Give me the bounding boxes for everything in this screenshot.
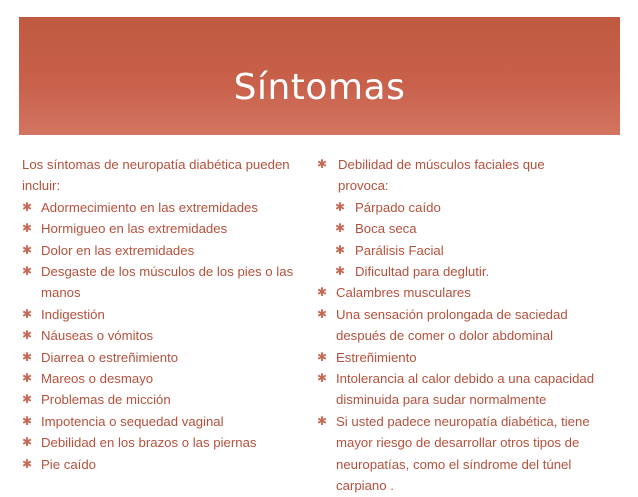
list-item-text: Desgaste de los músculos de los pies o las — [41, 264, 294, 280]
list-item-text: Impotencia o sequedad vaginal — [41, 413, 224, 429]
list-item-text: Parálisis Facial — [355, 242, 444, 258]
list-item-text: después de comer o dolor abdominal — [336, 328, 553, 344]
list-item-text: Pie caído — [41, 456, 96, 472]
bullet-icon: ✱ — [335, 242, 346, 257]
facial-weakness-sublist — [317, 197, 622, 283]
bullet-icon: ✱ — [22, 435, 33, 450]
list-item — [317, 411, 622, 497]
list-item — [22, 347, 322, 368]
list-item-text: Dolor en las extremidades — [41, 242, 195, 258]
slide-title: Síntomas — [233, 67, 406, 108]
bullet-icon: ✱ — [335, 221, 346, 236]
symptom-list-left — [22, 197, 322, 475]
bullet-icon: ✱ — [22, 242, 33, 257]
list-item-text: disminuida para sudar normalmente — [336, 392, 547, 408]
bullet-icon: ✱ — [317, 371, 328, 386]
left-column — [22, 154, 322, 475]
list-item-text: Problemas de micción — [41, 392, 171, 408]
list-item — [22, 197, 322, 218]
list-item-text: Intolerancia al calor debido a una capacidad — [336, 371, 595, 387]
list-item — [22, 389, 322, 410]
bullet-icon: ✱ — [22, 306, 33, 321]
list-item-text: Indigestión — [41, 306, 105, 322]
list-item — [22, 411, 322, 432]
bullet-icon: ✱ — [335, 264, 346, 279]
list-item — [317, 368, 622, 411]
intro-text — [22, 154, 322, 197]
bullet-icon: ✱ — [317, 413, 328, 428]
list-item — [22, 368, 322, 389]
bullet-icon: ✱ — [317, 349, 328, 364]
list-item-text: Dificultad para deglutir. — [355, 264, 490, 280]
list-item-text: Calambres musculares — [336, 285, 471, 301]
list-item — [22, 432, 322, 453]
list-item — [317, 304, 622, 347]
bullet-icon: ✱ — [22, 371, 33, 386]
list-item-text: mayor riesgo de desarrollar otros tipos de — [336, 435, 580, 451]
intro-line: Los síntomas de neuropatía diabética pueden — [22, 157, 290, 172]
bullet-icon: ✱ — [317, 285, 328, 300]
list-item — [317, 197, 622, 218]
list-item-text: Si usted padece neuropatía diabética, tiene — [336, 413, 590, 429]
bullet-icon: ✱ — [317, 157, 328, 171]
list-item — [317, 282, 622, 303]
bullet-icon: ✱ — [22, 413, 33, 428]
list-item-text: Mareos o desmayo — [41, 371, 154, 387]
intro-line: incluir: — [22, 178, 61, 194]
list-item-text: Adormecimiento en las extremidades — [41, 199, 258, 215]
list-item — [22, 240, 322, 261]
bullet-icon: ✱ — [22, 349, 33, 364]
list-item-text: Boca seca — [355, 221, 417, 237]
title-banner — [19, 17, 620, 135]
list-item — [317, 240, 622, 261]
list-item-text: provoca: — [338, 178, 389, 194]
list-item-text: neuropatías, como el síndrome del túnel — [336, 456, 572, 472]
list-item — [317, 261, 622, 282]
list-item-text: carpiano . — [336, 478, 394, 494]
list-item — [22, 218, 322, 239]
list-item-text: Estreñimiento — [336, 349, 417, 365]
bullet-icon: ✱ — [317, 306, 328, 321]
list-item — [22, 304, 322, 325]
list-item-text: Debilidad en los brazos o las piernas — [41, 435, 257, 451]
bullet-icon: ✱ — [22, 221, 33, 236]
list-item-text: Una sensación prolongada de saciedad — [336, 306, 568, 322]
list-item-text: Hormigueo en las extremidades — [41, 221, 228, 237]
bullet-icon: ✱ — [22, 199, 33, 214]
symptom-list-right — [317, 282, 622, 496]
list-item — [317, 154, 622, 197]
list-item-text: Diarrea o estreñimiento — [41, 349, 179, 365]
bullet-icon: ✱ — [22, 328, 33, 343]
bullet-icon: ✱ — [22, 392, 33, 407]
bullet-icon: ✱ — [335, 199, 346, 214]
list-item — [317, 218, 622, 239]
bullet-icon: ✱ — [22, 456, 33, 471]
list-item-text: Náuseas o vómitos — [41, 328, 154, 344]
list-item — [22, 325, 322, 346]
bullet-icon: ✱ — [22, 264, 33, 279]
list-item — [317, 347, 622, 368]
right-column — [317, 154, 622, 497]
list-item-text: Párpado caído — [355, 199, 441, 215]
list-item-text: manos — [41, 285, 81, 301]
list-item — [22, 261, 322, 304]
list-item — [22, 454, 322, 475]
list-item-text: Debilidad de músculos faciales que — [338, 157, 545, 172]
